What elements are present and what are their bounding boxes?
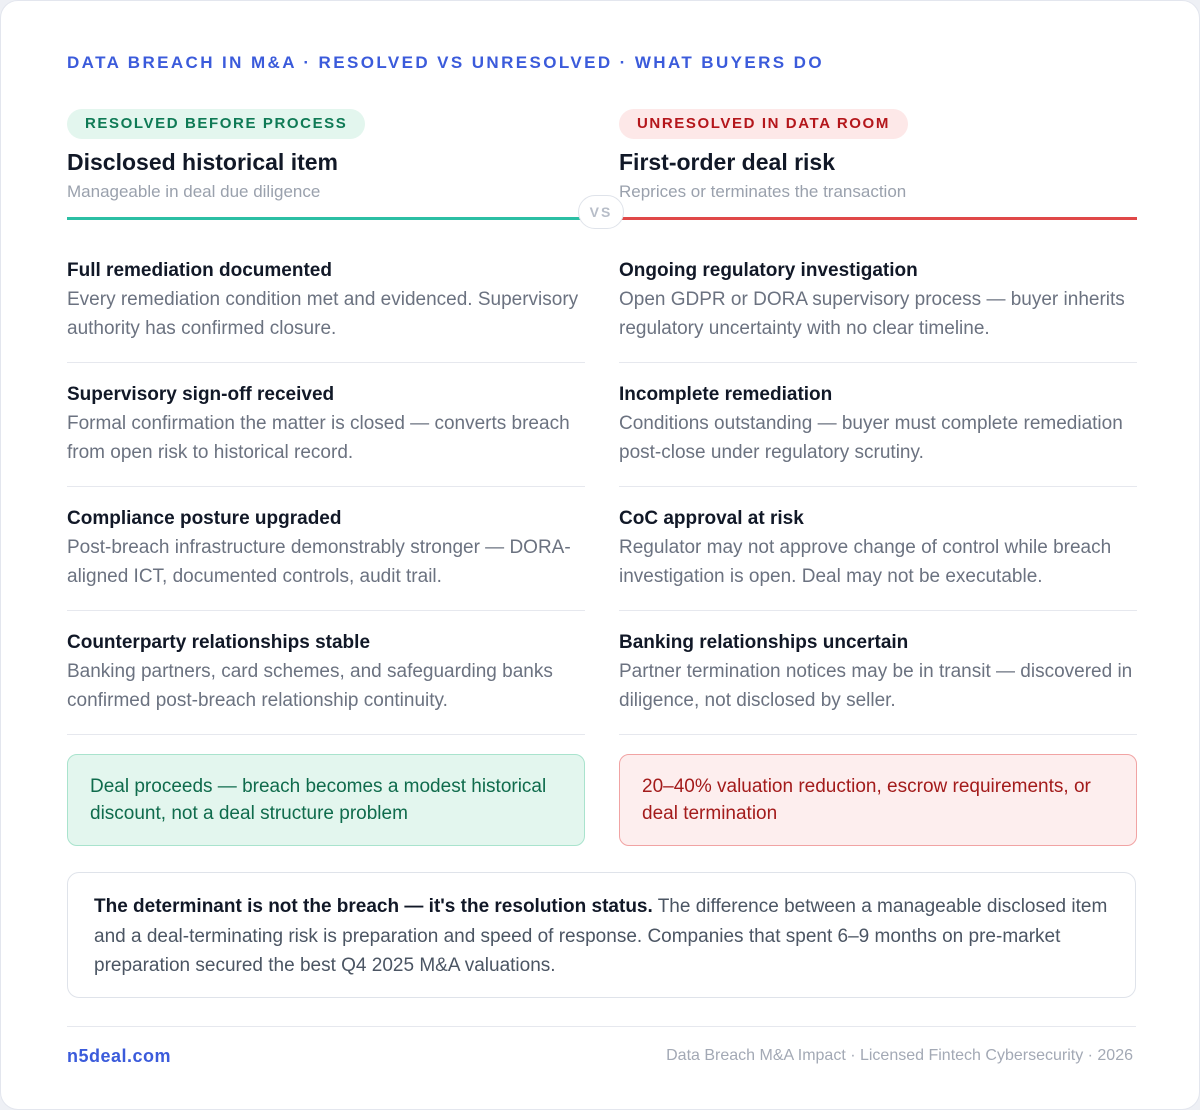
resolved-list xyxy=(67,258,585,846)
list-item xyxy=(67,630,585,735)
vs-badge: VS xyxy=(578,195,624,229)
summary-body: The difference between a manageable disclosed item and a deal-terminating risk is preparation and speed of response. Companies that spent 6–9 months on pre-market preparation secured the best Q4 2025 M&A valuations. xyxy=(94,896,1108,976)
list-item xyxy=(67,382,585,487)
resolved-divider xyxy=(67,217,585,220)
unresolved-column-header xyxy=(619,109,1137,202)
brand-link[interactable]: n5deal.com xyxy=(67,1046,172,1066)
list-item xyxy=(619,506,1137,611)
summary-lead: The determinant is not the breach — it's the resolution status. xyxy=(94,896,653,917)
item-description: Conditions outstanding — buyer must complete remediation post-close under regulatory scrutiny. xyxy=(619,413,1123,463)
list-item xyxy=(67,258,585,363)
item-title: Incomplete remediation xyxy=(619,384,833,405)
list-item xyxy=(67,506,585,611)
footer-divider xyxy=(67,1026,1136,1027)
item-title: Banking relationships uncertain xyxy=(619,632,909,653)
list-item xyxy=(619,630,1137,735)
item-description: Regulator may not approve change of control while breach investigation is open. Deal may not be executable. xyxy=(619,537,1112,587)
item-description: Open GDPR or DORA supervisory process — buyer inherits regulatory uncertainty with no clear timeline. xyxy=(619,289,1125,339)
summary-box xyxy=(67,872,1136,998)
resolved-pill: RESOLVED BEFORE PROCESS xyxy=(67,109,365,139)
footer-note: Data Breach M&A Impact · Licensed Fintech Cybersecurity · 2026 xyxy=(666,1047,1133,1064)
resolved-subtitle: Manageable in deal due diligence xyxy=(67,182,321,201)
unresolved-subtitle: Reprices or terminates the transaction xyxy=(619,182,907,201)
item-title: Full remediation documented xyxy=(67,260,332,281)
item-title: Counterparty relationships stable xyxy=(67,632,371,653)
item-description: Post-breach infrastructure demonstrably stronger — DORA-aligned ICT, documented controls, audit trail. xyxy=(67,537,571,587)
item-description: Every remediation condition met and evidenced. Supervisory authority has confirmed closure. xyxy=(67,289,579,339)
resolved-outcome: Deal proceeds — breach becomes a modest historical discount, not a deal structure problem xyxy=(67,754,585,846)
item-description: Partner termination notices may be in transit — discovered in diligence, not disclosed by seller. xyxy=(619,661,1133,711)
item-title: Compliance posture upgraded xyxy=(67,508,342,529)
resolved-column-header xyxy=(67,109,585,202)
unresolved-divider xyxy=(619,217,1137,220)
unresolved-outcome: 20–40% valuation reduction, escrow requirements, or deal termination xyxy=(619,754,1137,846)
item-title: Ongoing regulatory investigation xyxy=(619,260,918,281)
item-description: Banking partners, card schemes, and safeguarding banks confirmed post-breach relationship continuity. xyxy=(67,661,553,711)
unresolved-pill: UNRESOLVED IN DATA ROOM xyxy=(619,109,908,139)
unresolved-list xyxy=(619,258,1137,846)
unresolved-title: First-order deal risk xyxy=(619,149,836,175)
resolved-title: Disclosed historical item xyxy=(67,149,338,175)
list-item xyxy=(619,258,1137,363)
list-item xyxy=(619,382,1137,487)
item-title: Supervisory sign-off received xyxy=(67,384,335,405)
item-title: CoC approval at risk xyxy=(619,508,804,529)
item-description: Formal confirmation the matter is closed — converts breach from open risk to historical record. xyxy=(67,413,570,463)
eyebrow-title: DATA BREACH IN M&A · RESOLVED VS UNRESOLVED · WHAT BUYERS DO xyxy=(67,53,824,72)
